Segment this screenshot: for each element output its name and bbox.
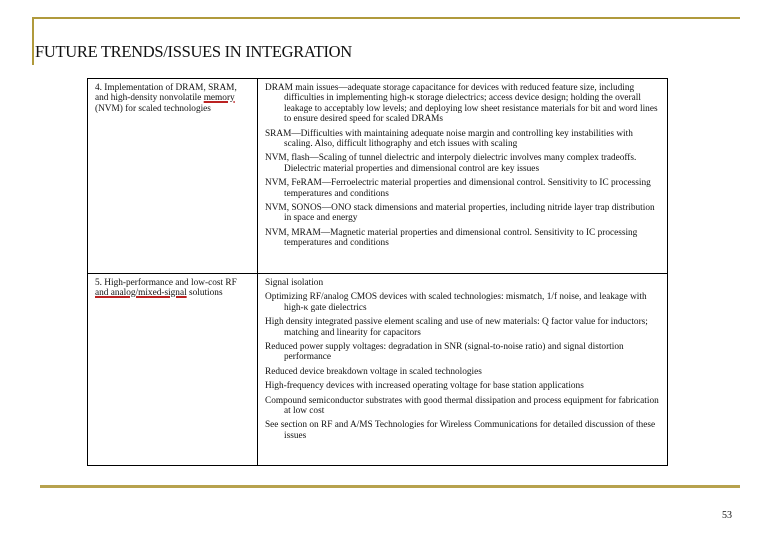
table-row [88,274,668,466]
issue-item: NVM, MRAM—Magnetic material properties and dimensional control. Sensitivity to IC processing temperatures and conditions [265,227,638,249]
table-row [88,79,668,274]
issue-item: Reduced power supply voltages: degradation in SNR (signal-to-noise ratio) and signal distortion performance [265,342,624,363]
issue-item: NVM, FeRAM—Ferroelectric material properties and dimensional control. Sensitivity to IC processing temperatures and conditions [265,178,651,199]
issue-item: See section on RF and A/MS Technologies for Wireless Communications for detailed discussion of these issues [265,420,656,441]
topic-text: 4. Implementation of DRAM, SRAM, and high-density nonvolatile [95,83,237,104]
issue-item: High density integrated passive element scaling and use of new materials: Q factor value for inductors; matching and linearity for capacitors [265,317,648,338]
issue-item: NVM, flash—Scaling of tunnel dielectric and interpoly dielectric involves many complex tradeoffs. Dielectric material properties and dimensional control are key issues [265,153,637,174]
topic-text: (NVM) for scaled technologies [95,103,211,114]
issue-item: NVM, SONOS—ONO stack dimensions and material properties, including nitride layer trap distribution in space and energy [265,203,655,224]
left-accent-rule [32,17,34,65]
top-rule [33,17,740,19]
issue-item: High-frequency devices with increased operating voltage for base station applications [265,381,584,392]
issues-table [87,78,668,466]
row-topic [88,79,258,274]
issue-item: SRAM—Difficulties with maintaining adequate noise margin and controlling key instabilities with scaling. Also, difficult lithography and etch issues with scaling [265,128,633,150]
topic-text: 5. High-performance and low-cost RF [95,278,237,288]
topic-text: solutions [186,288,223,299]
bottom-rule [40,485,740,488]
row-topic [88,274,258,466]
underlined-term: memory [203,93,235,104]
slide-title: FUTURE TRENDS/ISSUES IN INTEGRATION [35,42,352,61]
page-number: 53 [722,510,732,521]
issue-item: Signal isolation [265,278,324,288]
issue-item: Reduced device breakdown voltage in scaled technologies [265,366,482,377]
issue-item: Optimizing RF/analog CMOS devices with scaled technologies: mismatch, 1/f noise, and leakage with high-κ gate dielectrics [265,292,647,313]
issue-item: DRAM main issues—adequate storage capacitance for devices with reduced feature size, including difficulties in implementing high-κ storage dielectrics; access device design; holding the overall leakage to acceptably low levels; and deploying low sheet resistance materials for bit and word lines to ensure desired speed for scaled DRAMs [265,83,658,125]
row-issues [258,79,668,274]
underlined-term: and analog/mixed-signal [95,288,187,299]
row-issues [258,274,668,466]
issue-item: Compound semiconductor substrates with good thermal dissipation and process equipment for fabrication at low cost [265,395,659,417]
